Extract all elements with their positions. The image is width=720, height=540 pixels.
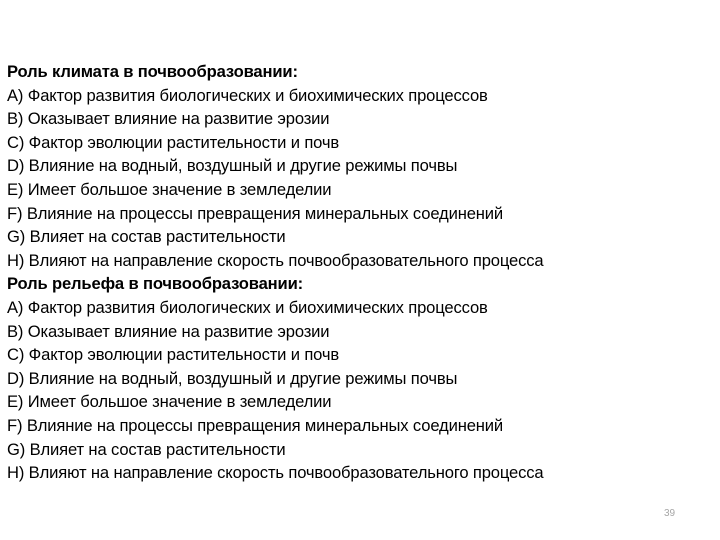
page-number: 39	[664, 508, 676, 519]
option-climate-h: H) Влияют на направление скорость почвообразовательного процесса	[7, 250, 544, 270]
option-climate-c: С) Фактор эволюции растительности и почв	[7, 132, 340, 152]
option-relief-d: D) Влияние на водный, воздушный и другие режимы почвы	[7, 368, 458, 388]
section-heading-relief: Роль рельефа в почвообразовании:	[7, 274, 304, 294]
option-climate-f: F) Влияние на процессы превращения минеральных соединений	[7, 203, 504, 223]
option-relief-h: H) Влияют на направление скорость почвообразовательного процесса	[7, 463, 544, 483]
section-heading-climate: Роль климата в почвообразовании:	[7, 62, 298, 81]
option-climate-b: В) Оказывает влияние на развитие эрозии	[7, 109, 330, 129]
option-relief-c: С) Фактор эволюции растительности и почв	[7, 345, 340, 365]
option-climate-e: E) Имеет большое значение в земледелии	[7, 179, 332, 199]
option-climate-d: D) Влияние на водный, воздушный и другие режимы почвы	[7, 156, 458, 176]
option-relief-e: E) Имеет большое значение в земледелии	[7, 392, 332, 412]
option-relief-a: А) Фактор развития биологических и биохимических процессов	[7, 297, 488, 317]
option-relief-g: G) Влияет на состав растительности	[7, 439, 286, 459]
option-relief-f: F) Влияние на процессы превращения минеральных соединений	[7, 415, 504, 435]
option-climate-g: G) Влияет на состав растительности	[7, 227, 286, 247]
option-relief-b: В) Оказывает влияние на развитие эрозии	[7, 321, 330, 341]
option-climate-a: А) Фактор развития биологических и биохимических процессов	[7, 85, 488, 105]
slide-content	[7, 60, 713, 485]
